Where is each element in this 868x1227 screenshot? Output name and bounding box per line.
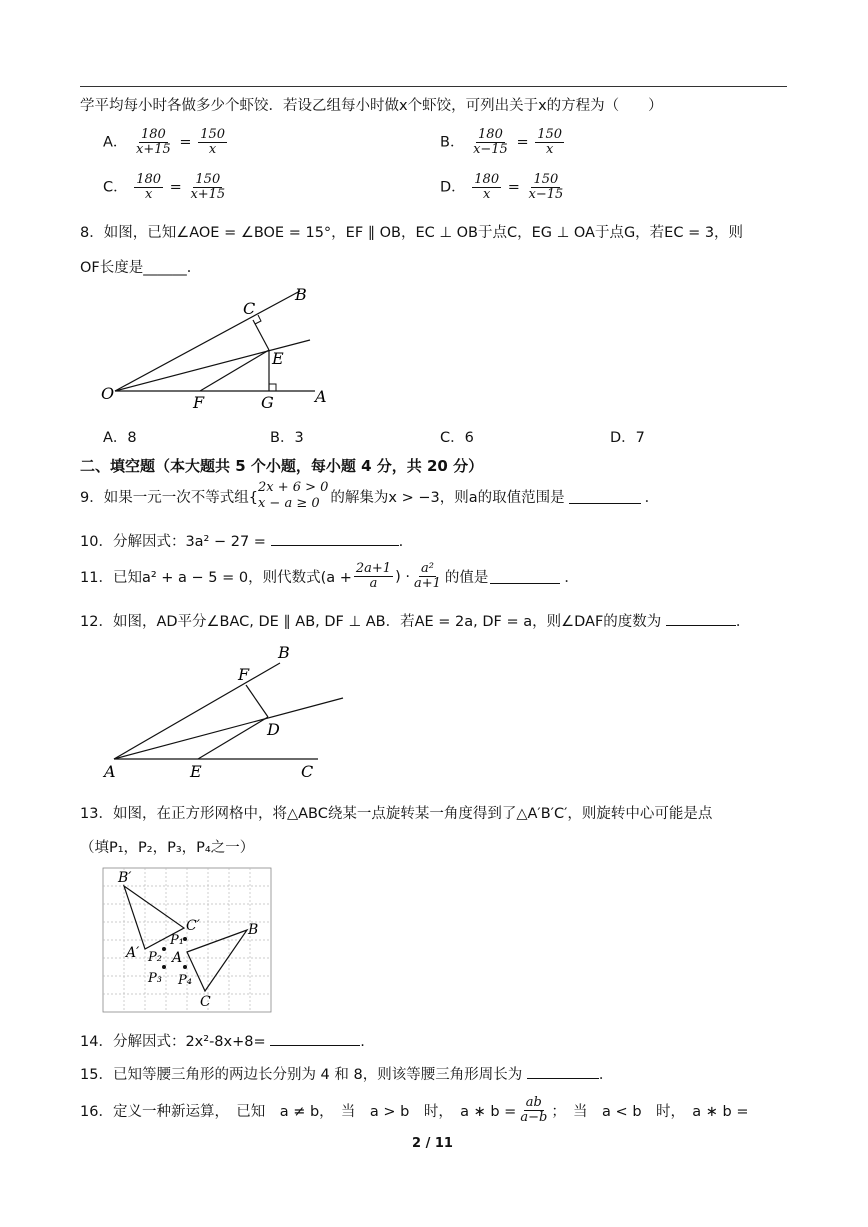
right-angle-c	[255, 315, 261, 324]
q14: 14．分解因式：2x²-8x+8= .	[80, 1030, 365, 1051]
segment-de	[198, 717, 268, 759]
q9: 9．如果一元一次不等式组{ 2x + 6 > 0 x − a ≥ 0 的解集为x > −3，则a的取值范围是 ．	[80, 480, 660, 511]
q8-option-d: D．7	[610, 430, 645, 446]
label-p1: P₁	[170, 933, 184, 948]
q13-line1: 13．如图，在正方形网格中，将△ABC绕某一点旋转某一角度得到了△A′B′C′，则旋转中心可能是点	[80, 806, 713, 822]
q16: 16．定义一种新运算， 已知 a ≠ b， 当 a > b 时， a ∗ b = $\frac{ab}{a-b}$ ； 当 a < b 时， a ∗ b =	[80, 1095, 749, 1125]
q10-answer-blank[interactable]	[271, 531, 399, 546]
page-number: 2 / 11	[412, 1136, 453, 1151]
q7-option-d: D． $\frac{180}{x}$ = $\frac{150}{x-15}$	[440, 172, 564, 202]
option-label: D．	[440, 179, 466, 196]
segment-df	[246, 685, 268, 717]
label-e: E	[272, 349, 284, 368]
section-heading: 二、填空题（本大题共 5 个小题，每小题 4 分，共 20 分）	[80, 457, 484, 475]
option-label: C．	[103, 179, 128, 196]
ray-ad	[114, 698, 343, 759]
q12: 12．如图，AD平分∠BAC, DE ∥ AB, DF ⊥ AB．若AE = 2a, DF = a，则∠DAF的度数为 ．	[80, 610, 750, 631]
point-p3	[162, 965, 166, 969]
label-f: F	[193, 393, 205, 412]
q8-figure	[95, 280, 345, 412]
right-angle-g	[269, 384, 276, 391]
q15: 15．已知等腰三角形的两边长分别为 4 和 8，则该等腰三角形周长为 ．	[80, 1063, 613, 1084]
label-p2: P₂	[148, 950, 162, 965]
label-b: B	[278, 643, 290, 662]
q8-option-b: B．3	[270, 430, 304, 446]
q9-answer-blank[interactable]	[569, 489, 641, 504]
label-b: B	[248, 922, 259, 938]
ray-ab	[114, 663, 280, 759]
q13-line2: （填P₁，P₂，P₃，P₄之一）	[80, 840, 255, 856]
q12-answer-blank[interactable]	[666, 611, 736, 626]
label-a: A	[104, 762, 116, 781]
q9-inequality-1: 2x + 6 > 0	[257, 480, 329, 495]
label-a: A	[172, 950, 183, 966]
q7-tail-text: 学平均每小时各做多少个虾饺．若设乙组每小时做x个虾饺，可列出关于x的方程为（ ）	[80, 98, 663, 114]
label-f: F	[238, 665, 250, 684]
q11-answer-blank[interactable]	[490, 569, 560, 584]
label-cp: C′	[186, 918, 200, 934]
point-p2	[162, 947, 166, 951]
ray-ob	[115, 291, 300, 391]
q13-figure	[98, 864, 274, 1016]
point-p4	[183, 965, 187, 969]
label-c: C	[301, 762, 314, 781]
label-bp: B′	[118, 870, 132, 886]
label-e: E	[190, 762, 202, 781]
option-label: A．	[103, 134, 128, 151]
option-label: B．	[440, 134, 465, 151]
q8-option-a: A．8	[103, 430, 137, 446]
q9-inequality-2: x − a ≥ 0	[257, 496, 320, 511]
q15-answer-blank[interactable]	[527, 1064, 599, 1079]
q8-option-c: C．6	[440, 430, 474, 446]
label-g: G	[261, 393, 274, 412]
label-d: D	[267, 720, 280, 739]
q8-line2: OF长度是______．	[80, 260, 202, 276]
label-o: O	[101, 384, 115, 403]
label-c: C	[200, 994, 211, 1010]
label-p4: P₄	[178, 973, 192, 988]
q12-figure	[100, 640, 350, 785]
label-c: C	[243, 299, 256, 318]
label-ap: A′	[126, 945, 140, 961]
q7-option-b: B． $\frac{180}{x-15}$ = $\frac{150}{x}$	[440, 127, 563, 157]
segment-ec	[253, 320, 269, 350]
q11: 11．已知a² + a − 5 = 0，则代数式(a + $\frac{2a+1}{a}$ ) · $\frac{\text{a²}}{a+1}$ 的值是 ．	[80, 561, 579, 591]
segment-ef	[200, 350, 269, 391]
label-a: A	[315, 387, 327, 406]
label-b: B	[295, 285, 307, 304]
q7-option-c: C． $\frac{180}{x}$ = $\frac{150}{x+15}$	[103, 172, 226, 202]
q14-answer-blank[interactable]	[270, 1031, 360, 1046]
q10: 10．分解因式：3a² − 27 = .	[80, 530, 403, 551]
label-p3: P₃	[148, 971, 162, 986]
top-rule	[80, 86, 787, 87]
q7-option-a: A． $\frac{180}{x+15}$ = $\frac{150}{x}$	[103, 127, 226, 157]
q8-line1: 8．如图，已知∠AOE = ∠BOE = 15°，EF ∥ OB，EC ⊥ OB于点C，EG ⊥ OA于点G，若EC = 3，则	[80, 225, 744, 241]
